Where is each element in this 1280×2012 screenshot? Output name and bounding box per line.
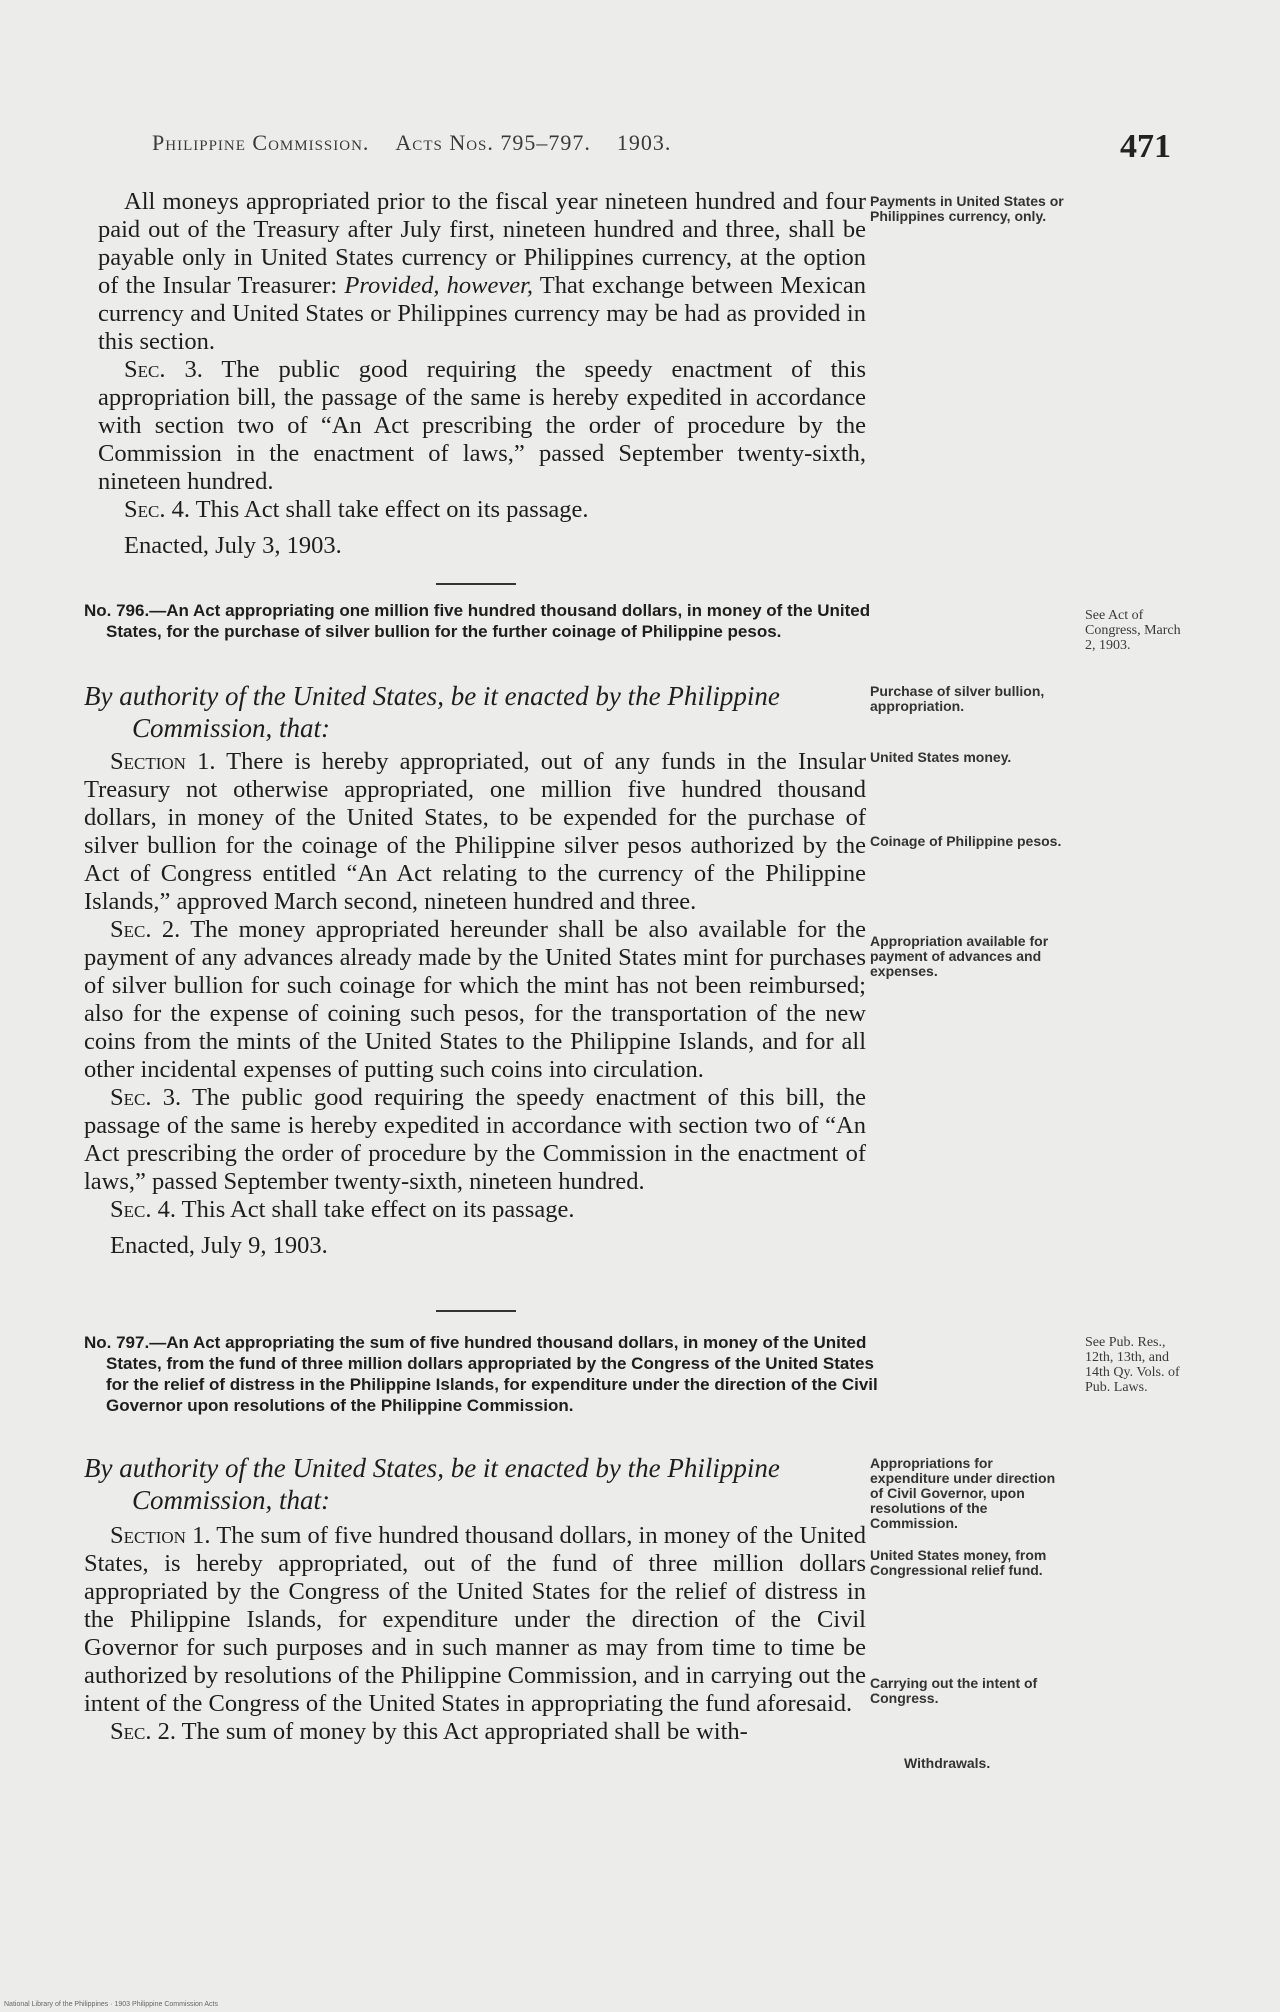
act797-section-1: [84, 1522, 866, 1718]
section-text: The money appropriated hereunder shall be also available for the payment of any advances already made by the United States mint for purchases of silver bullion for such coinage for which the mint has not been reimbursed; also for the expense of coining such pesos, for the transportation of the new coins from the mints of the United States to the Philippine Islands, and for all other incidental expenses of putting such coins into circulation.: [84, 916, 866, 1083]
act797-enacting-clause: [84, 1452, 874, 1516]
act795-p1b: That exchange between Mexican currency and United States or Philippines currency may be had as provided in this section.: [98, 272, 867, 355]
act796-text: [84, 748, 866, 1260]
act795-section-4: [98, 496, 866, 524]
act796-section-4: [84, 1196, 866, 1224]
enacting-line-1: By authority of the United States, be it enacted by the Philippine: [84, 1453, 780, 1483]
margin-note-coinage: Coinage of Philippine pesos.: [870, 833, 1062, 849]
act795-p1: All moneys appropriated prior to the fiscal year nineteen hundred and four paid out of the Treasury after July first, nineteen hundred and three, shall be payable only in United States currency or Philippines currency, at the option of the Insular Treasurer:: [98, 188, 866, 299]
act796-heading: No. 796.—An Act appropriating one million five hundred thousand dollars, in money of the United States, for the purchase of silver bullion for the further coinage of Philippine pesos.: [84, 601, 871, 641]
act796-see-reference: See Act of Congress, March 2, 1903.: [1085, 608, 1181, 653]
act795-enacted: Enacted, July 3, 1903.: [124, 532, 342, 559]
act796-section-2: [84, 916, 866, 1084]
act795-section-3: [98, 356, 866, 496]
section-label: Sec. 4.: [110, 1196, 176, 1223]
section-divider: [436, 1310, 516, 1312]
enacting-line-2: Commission, that:: [132, 713, 331, 743]
margin-note-withdrawals: Withdrawals.: [904, 1755, 991, 1771]
enacting-line-1: By authority of the United States, be it enacted by the Philippine: [84, 681, 780, 711]
running-head-title: Philippine Commission.: [152, 130, 370, 155]
running-head-year: 1903.: [616, 130, 672, 155]
running-head-acts: Acts Nos. 795–797.: [395, 130, 591, 155]
section-text: This Act shall take effect on its passage.: [181, 1196, 575, 1223]
margin-note-appropriations: Appropriations for expenditure under direction of Civil Governor, upon resolutions of the Commission.: [870, 1455, 1056, 1531]
act796-enacting-clause: [84, 680, 874, 744]
section-label: Section 1.: [110, 748, 216, 775]
act797-see-reference: See Pub. Res., 12th, 13th, and 14th Qy. Vols. of Pub. Laws.: [1085, 1335, 1180, 1395]
section-text: The sum of money by this Act appropriated shall be with-: [181, 1718, 748, 1745]
act797-heading: No. 797.—An Act appropriating the sum of five hundred thousand dollars, in money of the United States, from the fund of three million dollars appropriated by the Congress of the United States for the relief of distress in the Philippine Islands, for expenditure under the direction of the Civil Governor upon resolutions of the Philippine Commission.: [84, 1333, 878, 1415]
margin-note-appropriation: Appropriation available for payment of advances and expenses.: [870, 933, 1049, 979]
act796-section-3: [84, 1084, 866, 1196]
margin-note-us-money: United States money.: [870, 749, 1012, 765]
section-divider: [436, 583, 516, 585]
section-label: Sec. 3.: [124, 356, 203, 383]
section-text: The public good requiring the speedy enactment of this bill, the passage of the same is hereby expedited in accordance with section two of “An Act prescribing the order of procedure by the Commission in the enactment of laws,” passed September twenty-sixth, nineteen hundred.: [84, 1084, 866, 1195]
act797-section-2: [84, 1718, 866, 1746]
section-label: Sec. 2.: [110, 916, 181, 943]
section-label: Section 1.: [110, 1522, 211, 1549]
act796-section-1: [84, 748, 866, 916]
section-text: There is hereby appropriated, out of any funds in the Insular Treasury not otherwise appropriated, one million five hundred thousand dollars, in money of the United States, to be expended for the purchase of silver bullion for the coinage of the Philippine silver pesos authorized by the Act of Congress entitled “An Act relating to the currency of the Philippine Islands,” approved March second, nineteen hundred and three.: [84, 748, 866, 915]
act795-provided: Provided, however,: [344, 272, 534, 299]
section-label: Sec. 4.: [124, 496, 190, 523]
act797-text: [84, 1522, 866, 1746]
section-text: The public good requiring the speedy enactment of this appropriation bill, the passage of the same is hereby expedited in accordance with section two of “An Act prescribing the order of procedure by the Commission in the enactment of laws,” passed September twenty-sixth, nineteen hundred.: [98, 356, 866, 495]
margin-note-payments: Payments in United States or Philippines currency, only.: [870, 193, 1064, 224]
margin-note-purchase: Purchase of silver bullion, appropriation.: [870, 683, 1045, 714]
section-text: The sum of five hundred thousand dollars, in money of the United States, is hereby appropriated, out of the fund of three million dollars appropriated by the Congress of the United States for the relief of distress in the Philippine Islands, for expenditure under the direction of the Civil Governor for such purposes and in such manner as may from time to time be authorized by resolutions of the Philippine Commission, and in carrying out the intent of the Congress of the United States in appropriating the fund aforesaid.: [84, 1522, 867, 1717]
enacting-line-2: Commission, that:: [132, 1485, 331, 1515]
section-label: Sec. 2.: [110, 1718, 176, 1745]
page-number: 471: [1120, 128, 1171, 165]
section-label: Sec. 3.: [110, 1084, 182, 1111]
margin-note-us-money-relief: United States money, from Congressional relief fund.: [870, 1547, 1047, 1578]
running-head: [152, 130, 1152, 156]
section-text: This Act shall take effect on its passage.: [195, 496, 589, 523]
act796-enacted: Enacted, July 9, 1903.: [110, 1232, 328, 1259]
scan-footer: National Library of the Philippines · 1903 Philippine Commission Acts: [4, 2001, 218, 2008]
act795-text: [98, 188, 866, 560]
margin-note-carrying: Carrying out the intent of Congress.: [870, 1675, 1038, 1706]
act795-paragraph-1: [98, 188, 866, 356]
